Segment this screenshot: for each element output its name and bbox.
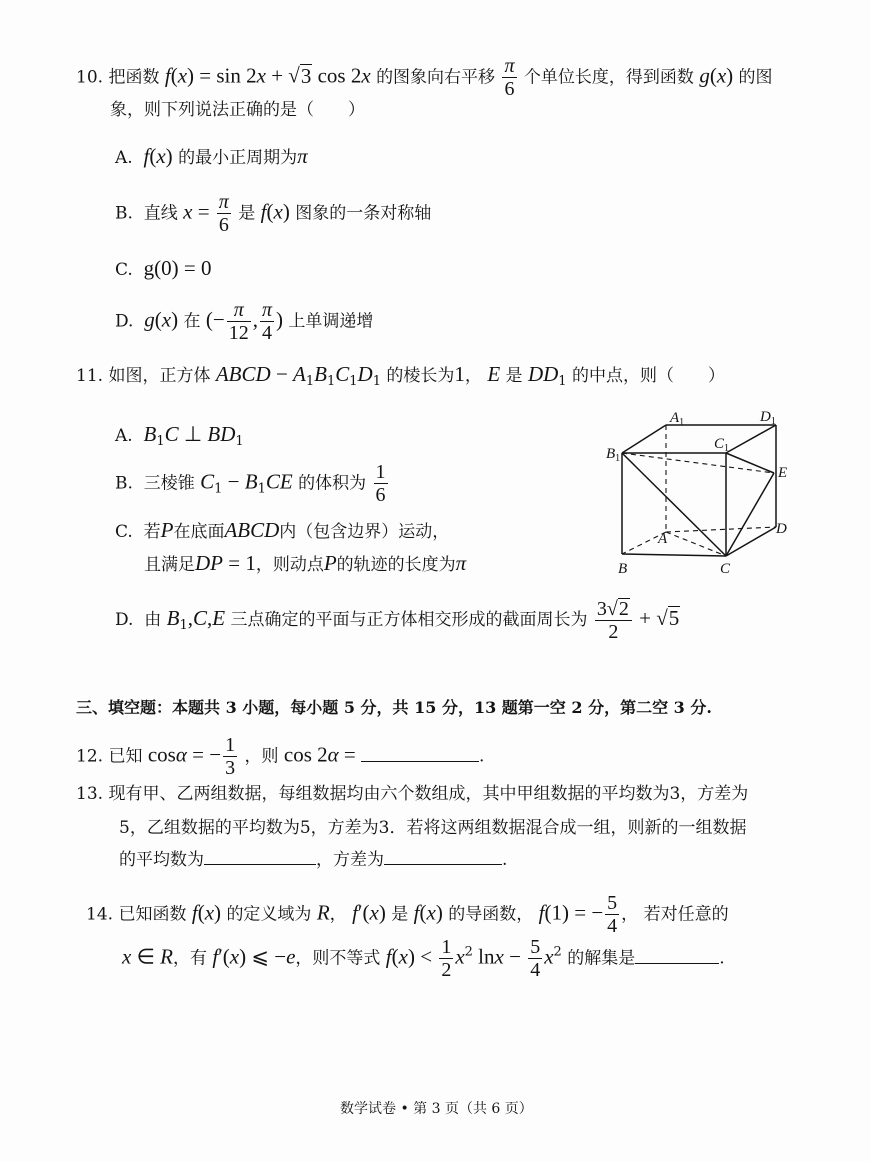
q11-line1: 11. 如图，正方体 ABCD − $A_1B_1C_1D_1$ 的棱长为1， E 是 $DD_1$ 的中点，则（ ） — [76, 362, 725, 389]
q11-option-d: D. 由 $B_1,C,E$ 三点确定的平面与正方体相交形成的截面周长为 $\frac{3√2}{2}$ + √5 — [115, 598, 680, 643]
label-b1: $B_1$ — [606, 446, 621, 464]
q10-option-c: C. g(0) = 0 — [115, 256, 212, 280]
label-b: B — [618, 561, 628, 577]
edge-c-e — [726, 473, 774, 556]
q10-option-b: B. 直线 x = $\frac{\pi}{6}$ 是 f(x) 图象的一条对称轴 — [115, 191, 432, 236]
q10-number: 10. — [76, 67, 104, 88]
q11-option-c-line1: C. 若P在底面ABCD内（包含边界）运动， — [115, 518, 450, 542]
q10-line2: 象，则下列说法正确的是（ ） — [110, 100, 365, 120]
q13-mean-blank — [204, 864, 316, 865]
section-3-heading: 三、填空题：本题共 3 小题，每小题 5 分，共 15 分，13 题第一空 2 分，第二空 3 分. — [76, 698, 712, 717]
label-c1: $C_1$ — [714, 436, 730, 454]
edge-a1-b1 — [622, 425, 666, 453]
edge-c-d — [726, 527, 776, 556]
edge-d1-c1 — [726, 425, 776, 453]
edge-b1-c — [622, 453, 726, 556]
q11-option-b: B. 三棱锥 $C_1 - B_1CE$ 的体积为 $\frac{1}{6}$ — [115, 461, 386, 506]
q12: 12. 已知 cosα = − $\frac{1}{3}$ ，则 cos 2α = . — [76, 734, 485, 779]
label-d: D — [776, 521, 787, 537]
page-footer: 数学试卷 • 第 3 页（共 6 页） — [340, 1101, 533, 1117]
q13-line2: 5，乙组数据的平均数为5，方差为3．若将这两组数据混合成一组，则新的一组数据 — [119, 818, 747, 838]
q14-line1: 14. 已知函数 f(x) 的定义域为 R， f′(x) 是 f(x) 的导函数， f(1) = − $\frac{5}{4}$ ， 若对任意的 — [86, 892, 729, 937]
edge-a-d — [666, 527, 776, 532]
label-d1: $D_1$ — [760, 409, 776, 427]
q11-option-a: A. $B_1C$ ⊥ $BD_1$ — [115, 422, 244, 449]
q10-line1: 10. 把函数 f(x) = sin 2x + √3 cos 2x 的图象向右平移 $\frac{\pi}{6}$ 个单位长度，得到函数 g(x) 的图 — [76, 55, 773, 100]
q13-variance-blank — [384, 864, 502, 865]
q10-option-a: A. f(x) 的最小正周期为π — [115, 144, 308, 168]
label-a: A — [658, 531, 668, 547]
edge-b-c — [622, 554, 726, 556]
label-c: C — [720, 561, 731, 577]
q12-answer-blank — [361, 761, 479, 762]
q11-option-c-line2: 且满足DP = 1，则动点P的轨迹的长度为π — [144, 551, 467, 575]
label-e: E — [778, 465, 788, 481]
cube-diagram — [600, 405, 800, 580]
q14-answer-blank — [635, 963, 719, 964]
q10-option-d: D. g(x) 在 (− $\frac{\pi}{12}$ , $\frac{\pi}{4}$ ) 上单调递增 — [115, 299, 374, 344]
q13-line3: 的平均数为 ，方差为 . — [119, 850, 508, 870]
q13-line1: 13. 现有甲、乙两组数据，每组数据均由六个数组成，其中甲组数据的平均数为3，方差为 — [76, 784, 749, 804]
label-a1: $A_1$ — [670, 410, 685, 428]
edge-a-c — [666, 532, 726, 556]
q14-line2: x ∈ R，有 f′(x) ⩽ −e，则不等式 f(x) < $\frac{1}{2}$ $x^2$ lnx − $\frac{5}{4}$ $x^2$ 的解集是 . — [122, 936, 725, 981]
